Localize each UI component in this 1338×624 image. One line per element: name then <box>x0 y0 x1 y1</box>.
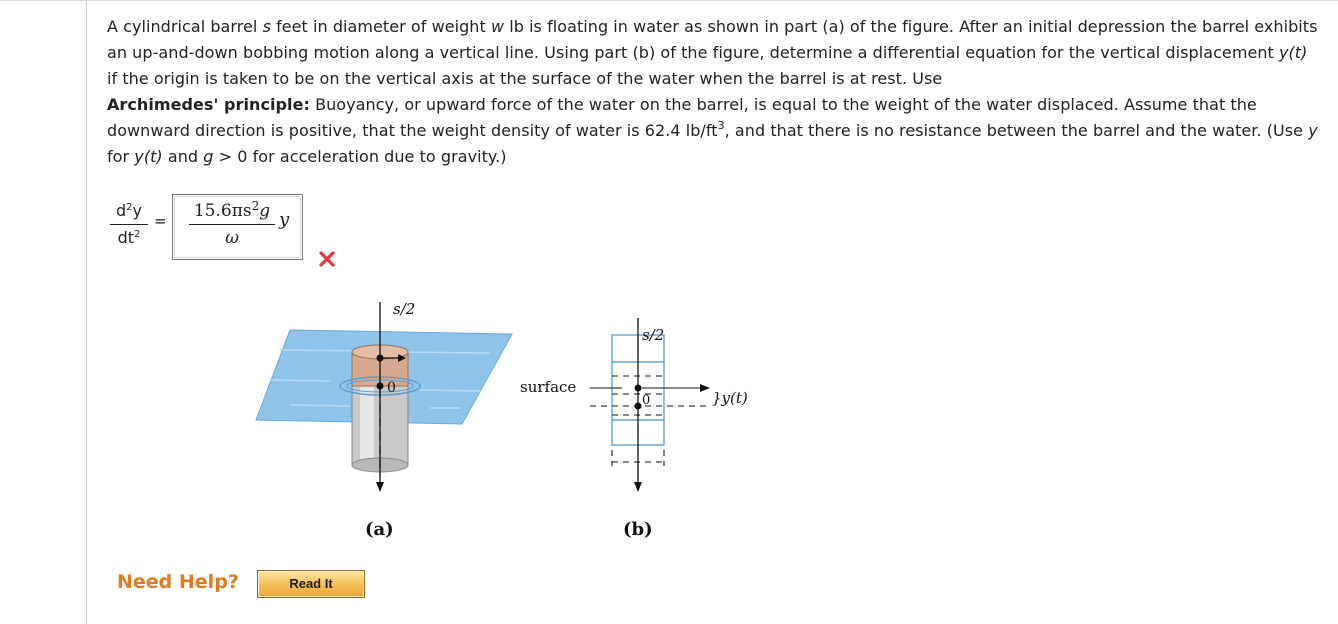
entered-fraction <box>187 201 277 248</box>
s-half-label-b: s/2 <box>642 326 665 344</box>
displacement-label: }y(t) <box>712 389 748 407</box>
entered-denominator: ω <box>225 228 239 248</box>
need-help-label: Need Help? <box>117 571 239 593</box>
part-a-label: (a) <box>365 519 394 540</box>
read-it-button[interactable]: Read It <box>257 570 365 598</box>
equals-sign: = <box>154 212 167 230</box>
entered-y-variable: y <box>279 209 290 230</box>
barrel-figure <box>250 290 770 550</box>
archimedes-bold: Archimedes' principle: <box>107 95 310 114</box>
s-half-label-a: s/2 <box>393 300 416 318</box>
left-border <box>86 0 87 624</box>
top-divider <box>0 0 1338 1</box>
surface-label: surface <box>520 378 577 396</box>
origin-label-a: 0 <box>387 380 396 396</box>
answer-input-box[interactable] <box>172 194 303 260</box>
derivative-lhs: $d^2y$ $dt^2$ <box>108 200 150 249</box>
entered-numerator: $15.6\pi s^2g$ <box>193 199 271 221</box>
question-text: A cylindrical barrel s feet in diameter of weight w lb is floating in water as shown in part (a) of the figure. After an initial depression the barrel exhibits an up-and-down bobbing motion along a vertical line. Using part (b) of the figure, determine a differential equation for the vertical displacement y(t) if the origin is taken to be on the vertical axis at the surface of the water when the barrel is at rest. Use Archimedes' principle: Buoyancy, or upward force of the water on the barrel, is equal to the weight of the water displaced. Assume that the downward direction is positive, that the weight density of water is 62.4 $lb/ft^3$, and that there is no resistance between the barrel and the water. (Use y for y(t) and g > 0 for acceleration due to gravity.) <box>107 17 1318 166</box>
origin-label-b: 0 <box>642 393 651 408</box>
part-b-label: (b) <box>623 519 653 540</box>
incorrect-x-icon <box>318 250 336 268</box>
